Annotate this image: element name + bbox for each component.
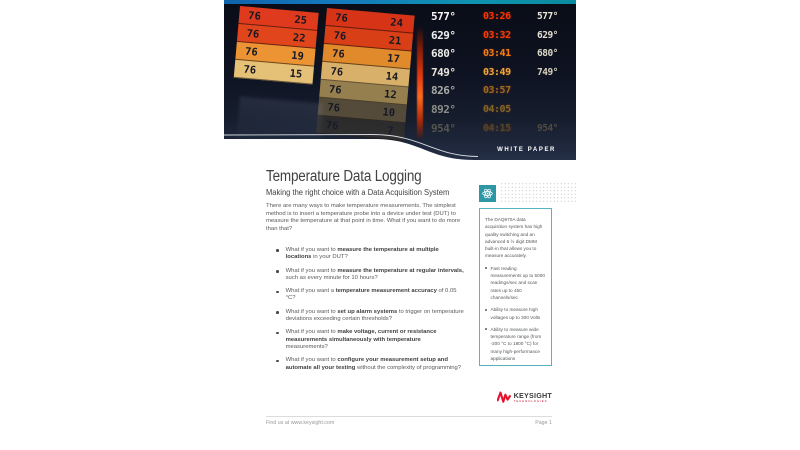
page-footer bbox=[266, 420, 552, 426]
flap-value-right: 22 bbox=[292, 31, 306, 45]
flap-value-right: 15 bbox=[289, 67, 303, 81]
led-readout: 749° bbox=[431, 65, 456, 79]
atom-icon bbox=[479, 185, 496, 202]
question-text: What if you want to set up alarm systems to trigger on temperature deviations exceeding certain thresholds? bbox=[285, 308, 464, 323]
document-page bbox=[224, 0, 576, 450]
bullet-dot bbox=[276, 360, 279, 363]
bullet-dot bbox=[276, 332, 279, 335]
white-paper-label: WHITE PAPER bbox=[497, 147, 556, 153]
led-readout: 04:15 bbox=[483, 122, 511, 134]
hero-banner bbox=[224, 0, 576, 160]
led-glow-strip bbox=[417, 26, 423, 140]
led-time-column bbox=[483, 8, 511, 138]
bullet-dot bbox=[485, 309, 487, 311]
led-readout: 954° bbox=[431, 121, 456, 135]
led-readout: 577° bbox=[431, 10, 456, 23]
question-text: What if you want to measure the temperature at multiple locations in your DUT? bbox=[285, 247, 439, 261]
question-item bbox=[276, 329, 464, 351]
intro-paragraph: There are many ways to make temperature measurements. The simplest method is to insert a temperature probe into a device under test (DUT) to measure the temperature at that point in time. What if you want to do more than that? bbox=[266, 203, 461, 232]
flap-display-left bbox=[234, 6, 319, 85]
flap-value-left: 76 bbox=[333, 29, 347, 43]
bullet-dot bbox=[485, 328, 487, 330]
led-temperature-column-2 bbox=[537, 8, 558, 138]
led-readout: 680° bbox=[537, 48, 558, 60]
led-readout: 03:49 bbox=[483, 66, 511, 78]
page-subtitle bbox=[266, 187, 474, 197]
question-item bbox=[276, 247, 464, 262]
logo-subtitle: TECHNOLOGIES bbox=[513, 399, 548, 403]
flap-value-right: 12 bbox=[383, 87, 398, 101]
page-title-text: Temperature Data Logging bbox=[266, 168, 422, 185]
callout-bullet bbox=[485, 265, 546, 301]
led-readout: 03:26 bbox=[483, 11, 511, 22]
led-readout: 629° bbox=[431, 28, 456, 42]
flap-value-right: 10 bbox=[381, 105, 396, 119]
flap-value-left: 76 bbox=[334, 11, 349, 25]
flap-value-right: 24 bbox=[389, 16, 404, 30]
question-item bbox=[276, 268, 464, 283]
question-text: What if you want to measure the temperature at regular intervals, such as every minute for 10 hours? bbox=[285, 267, 464, 281]
led-readout: 892° bbox=[431, 102, 456, 116]
flap-display-right bbox=[316, 8, 415, 141]
flap-value-left: 76 bbox=[242, 63, 257, 77]
flap-value-left: 76 bbox=[328, 83, 343, 97]
callout-bullet-text: Fast reading measurements up to 5000 readings/sec and scan rates up to 450 channels/sec bbox=[490, 265, 545, 300]
callout-bullet bbox=[485, 326, 546, 362]
callout-box bbox=[479, 208, 552, 366]
question-item bbox=[276, 309, 464, 324]
keysight-logo bbox=[497, 390, 552, 405]
flap-value-right: 17 bbox=[386, 51, 401, 66]
question-item bbox=[276, 288, 464, 303]
footer-url: Find us at www.keysight.com bbox=[266, 420, 335, 426]
page-title bbox=[266, 168, 445, 186]
page-subtitle-text: Making the right choice with a Data Acquisition System bbox=[266, 187, 450, 197]
flap-value-left: 76 bbox=[326, 100, 341, 114]
led-temperature-column bbox=[431, 8, 456, 138]
logo-text-block bbox=[514, 392, 552, 403]
led-readout: 826° bbox=[431, 84, 456, 98]
callout-bullet-text: Ability to measure wide temperature range (from -200 °C to 1800 °C) for many high-performance applications bbox=[490, 326, 542, 362]
led-readout: 680° bbox=[431, 47, 456, 61]
flap-value-right: 25 bbox=[293, 13, 308, 27]
bullet-dot bbox=[276, 270, 279, 273]
question-item bbox=[276, 357, 464, 372]
halftone-dots bbox=[500, 182, 576, 203]
led-readout: 954° bbox=[537, 122, 558, 134]
bullet-dot bbox=[485, 267, 487, 269]
callout-bullet bbox=[485, 306, 546, 321]
logo-spark-icon bbox=[497, 390, 511, 405]
question-text: What if you want to configure your measurement setup and automate all your testing without the complexity of programming? bbox=[285, 357, 462, 371]
question-list bbox=[276, 247, 464, 378]
callout-intro: The DAQ970A data acquisition system has high quality switching and an advanced 6 ½ digit DMM built-in that allows you to measure accurately. bbox=[485, 217, 543, 259]
led-readout: 629° bbox=[537, 29, 558, 41]
flap-value-left: 76 bbox=[331, 47, 346, 61]
led-readout: 03:32 bbox=[483, 29, 511, 41]
flap-value-right: 19 bbox=[290, 49, 305, 63]
flap-value-left: 76 bbox=[325, 118, 339, 132]
callout-bullet-list bbox=[485, 265, 546, 363]
atom-icon-glyph bbox=[481, 187, 494, 200]
led-readout: 03:41 bbox=[483, 48, 511, 60]
flap-value-left: 76 bbox=[244, 45, 259, 59]
led-readout: 577° bbox=[537, 11, 558, 22]
flap-value-left: 76 bbox=[247, 9, 262, 23]
swoosh-curve bbox=[224, 130, 576, 160]
led-readout: 04:05 bbox=[483, 103, 511, 115]
flap-value-right: 21 bbox=[388, 34, 402, 48]
bullet-dot bbox=[276, 291, 279, 294]
question-text: What if you want to make voltage, current or resistance measurements simultaneously with temperature measurements? bbox=[285, 329, 437, 350]
footer-page-number: Page 1 bbox=[535, 420, 552, 426]
led-readout: 03:57 bbox=[483, 85, 511, 97]
led-readout: 749° bbox=[537, 66, 558, 78]
question-text: What if you want a temperature measurement accuracy of 0.05 °C? bbox=[285, 288, 457, 302]
banner-accent-bar bbox=[224, 0, 576, 4]
led-readout bbox=[537, 101, 558, 120]
bullet-dot bbox=[276, 311, 279, 314]
callout-bullet-text: Ability to measure high voltages up to 300 Volts bbox=[490, 307, 541, 320]
bullet-dot bbox=[276, 249, 279, 252]
flap-value-left: 76 bbox=[246, 27, 260, 41]
flap-value-left: 76 bbox=[329, 65, 344, 79]
flap-value-right: 14 bbox=[385, 69, 399, 83]
flap-value-right: 7 bbox=[386, 124, 395, 137]
led-readout bbox=[537, 82, 558, 101]
logo-name: KEYSIGHT bbox=[513, 391, 552, 400]
footer-divider bbox=[266, 416, 552, 417]
